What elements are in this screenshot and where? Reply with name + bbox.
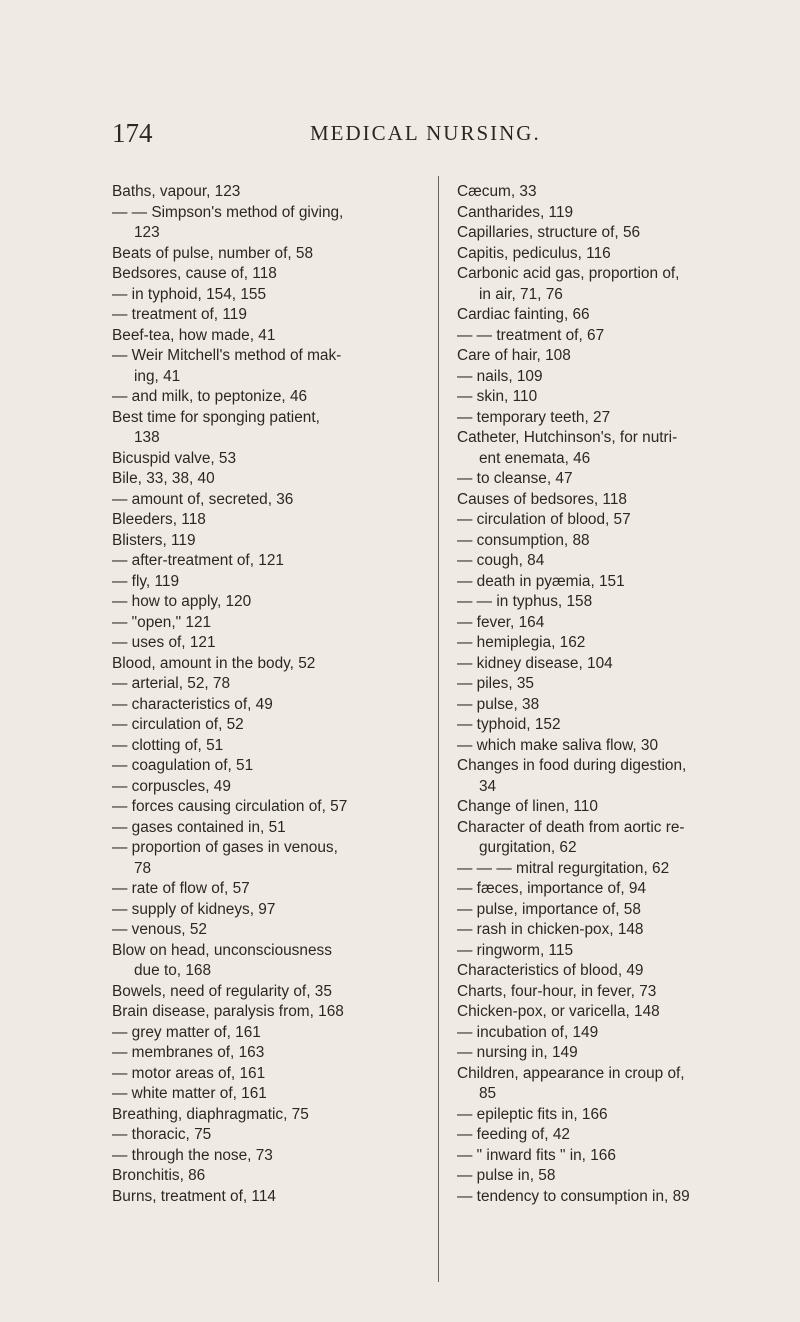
- index-entry: — kidney disease, 104: [457, 654, 613, 672]
- index-entry: — rash in chicken-pox, 148: [457, 921, 644, 938]
- index-entry: — pulse, importance of, 58: [457, 900, 641, 918]
- index-entry: — cough, 84: [457, 552, 545, 569]
- index-entry: — piles, 35: [457, 675, 534, 692]
- index-entry: — rate of flow of, 57: [112, 880, 250, 897]
- index-entry: — — in typhus, 158: [457, 593, 593, 610]
- index-entry: — skin, 110: [457, 388, 538, 405]
- index-entry: Cæcum, 33: [457, 183, 537, 200]
- index-entry: due to, 168: [134, 962, 212, 979]
- index-entry: Causes of bedsores, 118: [457, 490, 627, 508]
- index-entry: — hemiplegia, 162: [457, 634, 586, 651]
- index-entry: — clotting of, 51: [112, 736, 224, 754]
- index-entry: in air, 71, 76: [479, 285, 563, 303]
- index-entry: gurgitation, 62: [479, 839, 577, 856]
- index-entry: — consumption, 88: [457, 531, 590, 549]
- index-entry: Carbonic acid gas, proportion of,: [457, 265, 680, 282]
- index-entry: — circulation of, 52: [112, 716, 244, 733]
- index-entry: 34: [479, 777, 497, 795]
- index-entry: Characteristics of blood, 49: [457, 962, 644, 979]
- index-entry: Bronchitis, 86: [112, 1167, 206, 1184]
- index-entry: 78: [134, 859, 152, 877]
- index-entry: — uses of, 121: [112, 634, 216, 651]
- index-entry: Blisters, 119: [112, 531, 196, 549]
- index-entry: Bedsores, cause of, 118: [112, 265, 277, 282]
- index-entry: Beats of pulse, number of, 58: [112, 244, 314, 262]
- index-entry: Bicuspid valve, 53: [112, 449, 237, 467]
- index-entry: — coagulation of, 51: [112, 757, 254, 774]
- index-entry: Blow on head, unconsciousness: [112, 941, 332, 959]
- index-entry: — amount of, secreted, 36: [112, 490, 294, 508]
- index-entry: Cantharides, 119: [457, 203, 574, 221]
- index-entry: — supply of kidneys, 97: [112, 900, 276, 918]
- index-entry: — — — mitral regurgitation, 62: [457, 859, 670, 877]
- index-entry: — nursing in, 149: [457, 1044, 578, 1061]
- index-entry: — and milk, to peptonize, 46: [112, 388, 308, 405]
- index-entry: 85: [479, 1085, 497, 1102]
- index-entry: Character of death from aortic re-: [457, 818, 685, 836]
- index-entry: Changes in food during digestion,: [457, 757, 687, 774]
- index-entry: Baths, vapour, 123: [112, 183, 241, 200]
- index-entry: — Weir Mitchell's method of mak-: [112, 347, 342, 364]
- index-entry: Chicken-pox, or varicella, 148: [457, 1003, 660, 1020]
- index-entry: — how to apply, 120: [112, 593, 252, 610]
- index-entry: — fly, 119: [112, 572, 180, 590]
- index-entry: — thoracic, 75: [112, 1126, 212, 1143]
- index-entry: — to cleanse, 47: [457, 470, 573, 487]
- index-entry: 123: [134, 224, 160, 241]
- index-entry: — — treatment of, 67: [457, 326, 605, 344]
- index-entry: — corpuscles, 49: [112, 777, 231, 795]
- index-column-left: [112, 182, 430, 1207]
- index-entry: — through the nose, 73: [112, 1146, 273, 1164]
- index-entry: — — Simpson's method of giving,: [112, 203, 344, 221]
- index-entry: Capitis, pediculus, 116: [457, 244, 611, 262]
- index-entry: ing, 41: [134, 367, 181, 385]
- running-title: MEDICAL NURSING.: [310, 121, 541, 145]
- index-entry: — white matter of, 161: [112, 1085, 267, 1102]
- index-entry: Children, appearance in croup of,: [457, 1064, 685, 1082]
- index-entry: — feeding of, 42: [457, 1126, 570, 1143]
- index-entry: Beef-tea, how made, 41: [112, 326, 276, 344]
- index-entry: Brain disease, paralysis from, 168: [112, 1003, 344, 1020]
- index-entry: ent enemata, 46: [479, 449, 591, 467]
- index-entry: — epileptic fits in, 166: [457, 1105, 608, 1123]
- index-entry: — typhoid, 152: [457, 716, 561, 733]
- index-entry: Care of hair, 108: [457, 347, 571, 364]
- index-entry: — ringworm, 115: [457, 941, 574, 959]
- index-entry: — grey matter of, 161: [112, 1023, 261, 1041]
- index-entry: Bile, 33, 38, 40: [112, 470, 215, 487]
- index-entry: 138: [134, 429, 160, 446]
- index-entry: — "open," 121: [112, 613, 212, 631]
- index-entry: Best time for sponging patient,: [112, 408, 320, 426]
- index-entry: — gases contained in, 51: [112, 818, 286, 836]
- index-entry: — tendency to consumption in, 89: [457, 1187, 690, 1205]
- index-entry: Cardiac fainting, 66: [457, 306, 590, 323]
- index-entry: — which make saliva flow, 30: [457, 736, 659, 754]
- index-entry: — " inward fits " in, 166: [457, 1146, 616, 1164]
- column-divider: [438, 176, 439, 1282]
- index-entry: — fever, 164: [457, 613, 545, 631]
- index-entry: Breathing, diaphragmatic, 75: [112, 1105, 309, 1123]
- index-column-right: [457, 182, 757, 1207]
- index-entry: Bowels, need of regularity of, 35: [112, 982, 332, 1000]
- index-entry: Charts, four-hour, in fever, 73: [457, 982, 657, 1000]
- index-entry: — pulse in, 58: [457, 1167, 556, 1184]
- index-entry: — fæces, importance of, 94: [457, 880, 647, 897]
- index-entry: — venous, 52: [112, 921, 207, 938]
- index-entry: Catheter, Hutchinson's, for nutri-: [457, 429, 678, 446]
- index-entry: — in typhoid, 154, 155: [112, 285, 267, 303]
- page-number: 174: [112, 118, 153, 148]
- index-entry: — incubation of, 149: [457, 1023, 599, 1041]
- index-entry: — characteristics of, 49: [112, 695, 273, 713]
- index-entry: Burns, treatment of, 114: [112, 1187, 276, 1205]
- index-entry: — circulation of blood, 57: [457, 511, 631, 528]
- index-entry: — death in pyæmia, 151: [457, 572, 625, 590]
- index-entry: — arterial, 52, 78: [112, 675, 231, 692]
- index-entry: Capillaries, structure of, 56: [457, 224, 641, 241]
- index-entry: — membranes of, 163: [112, 1044, 265, 1061]
- index-entry: — pulse, 38: [457, 695, 540, 713]
- index-entry: — nails, 109: [457, 367, 543, 385]
- index-entry: Change of linen, 110: [457, 798, 598, 815]
- index-entry: — motor areas of, 161: [112, 1064, 266, 1082]
- index-entry: Blood, amount in the body, 52: [112, 654, 316, 672]
- index-entry: — temporary teeth, 27: [457, 408, 611, 426]
- index-entry: — forces causing circulation of, 57: [112, 798, 348, 815]
- page-header: [112, 118, 712, 150]
- index-entry: — treatment of, 119: [112, 306, 247, 323]
- index-entry: — proportion of gases in venous,: [112, 839, 338, 856]
- index-entry: — after-treatment of, 121: [112, 552, 284, 569]
- index-entry: Bleeders, 118: [112, 511, 206, 528]
